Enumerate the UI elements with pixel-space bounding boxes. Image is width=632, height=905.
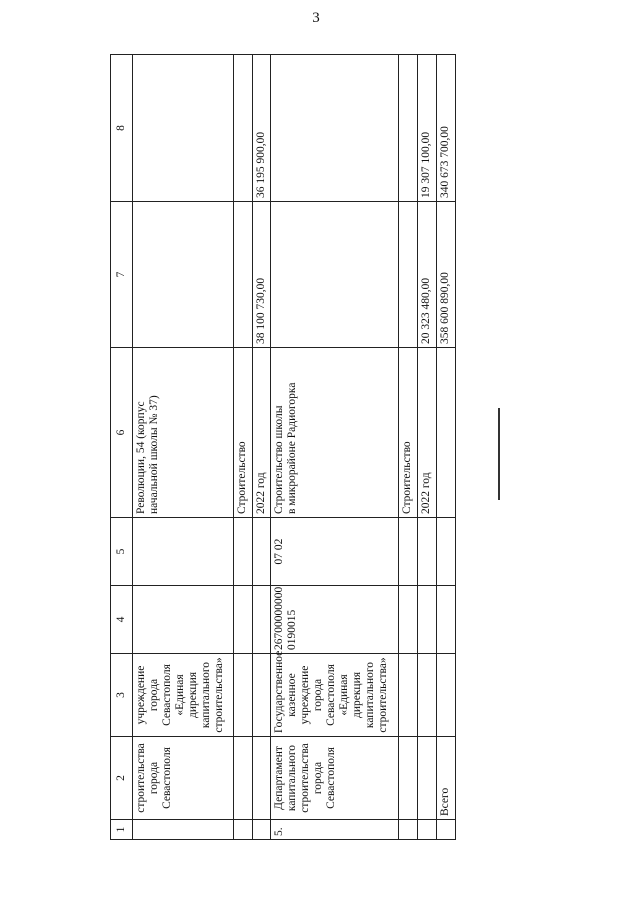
header-cell-3: 3 bbox=[111, 654, 133, 737]
cell-customer bbox=[399, 737, 418, 820]
header-cell-2: 2 bbox=[111, 737, 133, 820]
table-row bbox=[418, 55, 437, 840]
cell-sum-2 bbox=[399, 55, 418, 202]
cell-object: Строительство bbox=[233, 348, 252, 518]
total-label: Всего bbox=[437, 737, 456, 820]
cell-number bbox=[233, 820, 252, 840]
cell-sum-1 bbox=[399, 202, 418, 348]
rotated-table-container bbox=[110, 55, 456, 840]
cell-section bbox=[437, 518, 456, 586]
cell-sum-1: 20 323 480,00 bbox=[418, 202, 437, 348]
cell-kbk bbox=[233, 586, 252, 654]
cell-executor bbox=[418, 654, 437, 737]
cell-number bbox=[418, 820, 437, 840]
cell-kbk bbox=[418, 586, 437, 654]
total-row bbox=[437, 55, 456, 840]
cell-section: 07 02 bbox=[271, 518, 399, 586]
cell-section bbox=[399, 518, 418, 586]
cell-kbk: 26700000000 0190015 bbox=[271, 586, 399, 654]
cell-sum-1: 38 100 730,00 bbox=[252, 202, 271, 348]
cell-sum-2: 19 307 100,00 bbox=[418, 55, 437, 202]
cell-executor: Государственное казенное учреждение города Севастополя «Единая дирекция капитального строительства» bbox=[271, 654, 399, 737]
header-cell-1: 1 bbox=[111, 820, 133, 840]
cell-section bbox=[233, 518, 252, 586]
cell-sum-1 bbox=[271, 202, 399, 348]
cell-object bbox=[437, 348, 456, 518]
cell-object: Революции, 54 (корпус начальной школы № 37) bbox=[133, 348, 234, 518]
cell-customer bbox=[418, 737, 437, 820]
cell-sum-1 bbox=[133, 202, 234, 348]
cell-sum-2 bbox=[133, 55, 234, 202]
cell-object: 2022 год bbox=[418, 348, 437, 518]
table-row bbox=[233, 55, 252, 840]
page-number: 3 bbox=[312, 10, 320, 26]
cell-sum-2: 36 195 900,00 bbox=[252, 55, 271, 202]
header-cell-4: 4 bbox=[111, 586, 133, 654]
cell-sum-2 bbox=[233, 55, 252, 202]
cell-executor: учреждение города Севастополя «Единая дирекция капитального строительства» bbox=[133, 654, 234, 737]
total-sum-2: 340 673 700,00 bbox=[437, 55, 456, 202]
cell-object: Строительство bbox=[399, 348, 418, 518]
header-cell-5: 5 bbox=[111, 518, 133, 586]
cell-sum-2 bbox=[271, 55, 399, 202]
budget-table bbox=[110, 54, 456, 840]
cell-number: 5. bbox=[271, 820, 399, 840]
table-row bbox=[252, 55, 271, 840]
table-row bbox=[399, 55, 418, 840]
cell-executor bbox=[252, 654, 271, 737]
cell-section bbox=[252, 518, 271, 586]
table-row bbox=[133, 55, 234, 840]
cell-kbk bbox=[437, 586, 456, 654]
separator-line bbox=[498, 408, 500, 500]
cell-kbk bbox=[133, 586, 234, 654]
cell-executor bbox=[233, 654, 252, 737]
cell-customer: Департамент капитального строительства города Севастополя bbox=[271, 737, 399, 820]
cell-number bbox=[133, 820, 234, 840]
cell-number bbox=[399, 820, 418, 840]
cell-object: 2022 год bbox=[252, 348, 271, 518]
cell-kbk bbox=[399, 586, 418, 654]
cell-kbk bbox=[252, 586, 271, 654]
header-cell-7: 7 bbox=[111, 202, 133, 348]
header-row bbox=[111, 55, 133, 840]
table-row bbox=[271, 55, 399, 840]
cell-customer bbox=[252, 737, 271, 820]
cell-object: Строительство школы в микрорайоне Радиогорка bbox=[271, 348, 399, 518]
total-sum-1: 358 600 890,00 bbox=[437, 202, 456, 348]
cell-sum-1 bbox=[233, 202, 252, 348]
cell-number bbox=[252, 820, 271, 840]
cell-executor bbox=[399, 654, 418, 737]
cell-number bbox=[437, 820, 456, 840]
cell-executor bbox=[437, 654, 456, 737]
cell-customer bbox=[233, 737, 252, 820]
header-cell-8: 8 bbox=[111, 55, 133, 202]
header-cell-6: 6 bbox=[111, 348, 133, 518]
cell-section bbox=[418, 518, 437, 586]
cell-customer: строительства города Севастополя bbox=[133, 737, 234, 820]
cell-section bbox=[133, 518, 234, 586]
